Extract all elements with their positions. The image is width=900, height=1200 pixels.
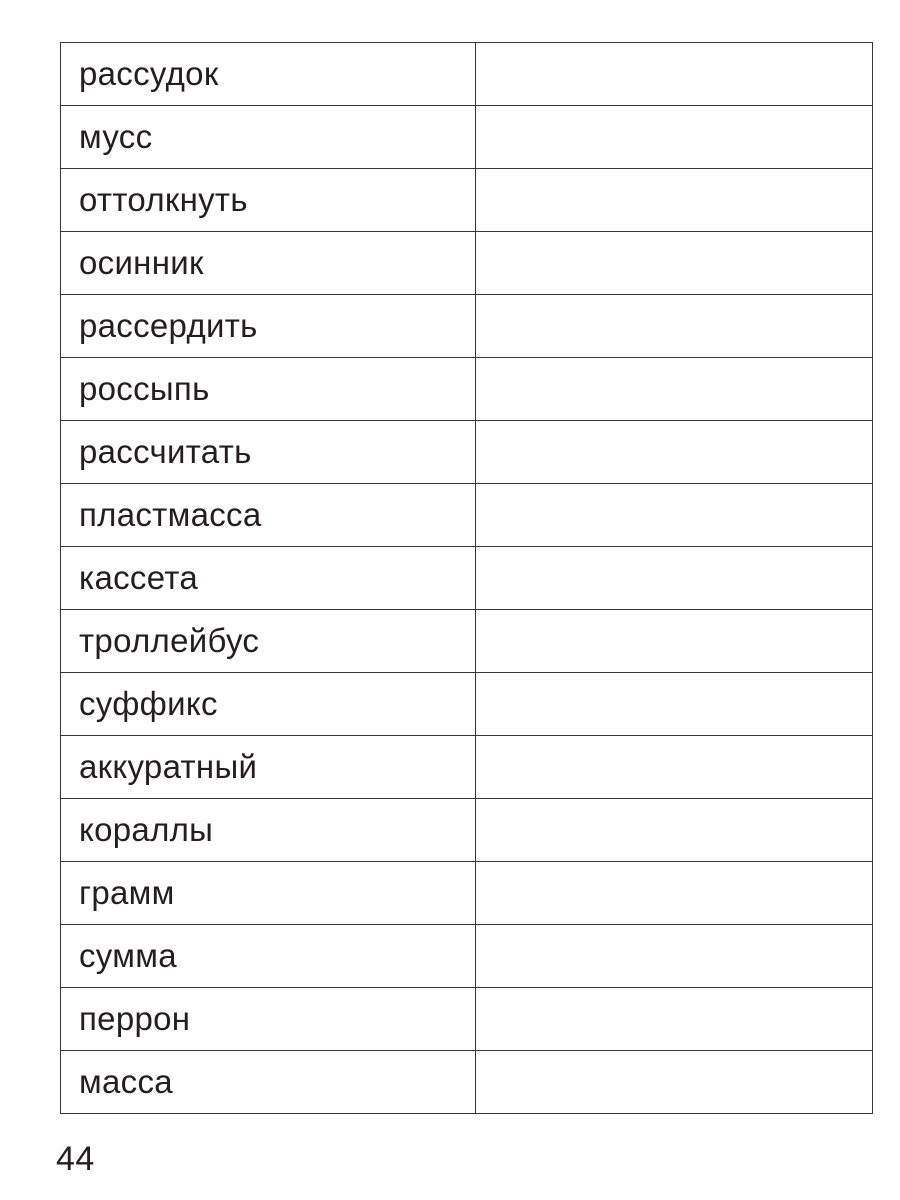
- table-row: [61, 673, 873, 736]
- table-row: [61, 232, 873, 295]
- answer-cell[interactable]: [476, 169, 873, 232]
- word-cell: рассудок: [61, 43, 476, 106]
- answer-cell[interactable]: [476, 673, 873, 736]
- answer-cell[interactable]: [476, 295, 873, 358]
- answer-cell[interactable]: [476, 925, 873, 988]
- word-cell: россыпь: [61, 358, 476, 421]
- answer-cell[interactable]: [476, 106, 873, 169]
- table-row: [61, 736, 873, 799]
- table-row: [61, 988, 873, 1051]
- table-row: [61, 295, 873, 358]
- answer-cell[interactable]: [476, 988, 873, 1051]
- word-cell: масса: [61, 1051, 476, 1114]
- word-cell: рассердить: [61, 295, 476, 358]
- word-cell: пластмасса: [61, 484, 476, 547]
- table-row: [61, 358, 873, 421]
- word-cell: аккуратный: [61, 736, 476, 799]
- answer-cell[interactable]: [476, 484, 873, 547]
- answer-cell[interactable]: [476, 610, 873, 673]
- word-cell: оттолкнуть: [61, 169, 476, 232]
- word-cell: сумма: [61, 925, 476, 988]
- table-row: [61, 547, 873, 610]
- answer-cell[interactable]: [476, 799, 873, 862]
- word-cell: грамм: [61, 862, 476, 925]
- table-row: [61, 610, 873, 673]
- word-cell: суффикс: [61, 673, 476, 736]
- answer-cell[interactable]: [476, 358, 873, 421]
- table-row: [61, 484, 873, 547]
- table-row: [61, 169, 873, 232]
- table-row: [61, 1051, 873, 1114]
- table-row: [61, 421, 873, 484]
- word-cell: кассета: [61, 547, 476, 610]
- word-cell: осинник: [61, 232, 476, 295]
- table-row: [61, 106, 873, 169]
- word-cell: рассчитать: [61, 421, 476, 484]
- word-rows: [61, 43, 873, 1114]
- answer-cell[interactable]: [476, 421, 873, 484]
- answer-cell[interactable]: [476, 1051, 873, 1114]
- answer-cell[interactable]: [476, 232, 873, 295]
- word-table: [60, 42, 873, 1114]
- table-row: [61, 925, 873, 988]
- answer-cell[interactable]: [476, 736, 873, 799]
- table-row: [61, 799, 873, 862]
- answer-cell[interactable]: [476, 862, 873, 925]
- answer-cell[interactable]: [476, 547, 873, 610]
- word-cell: троллейбус: [61, 610, 476, 673]
- word-cell: кораллы: [61, 799, 476, 862]
- table-row: [61, 43, 873, 106]
- table-row: [61, 862, 873, 925]
- word-cell: перрон: [61, 988, 476, 1051]
- word-cell: мусс: [61, 106, 476, 169]
- page-number: 44: [56, 1140, 95, 1178]
- answer-cell[interactable]: [476, 43, 873, 106]
